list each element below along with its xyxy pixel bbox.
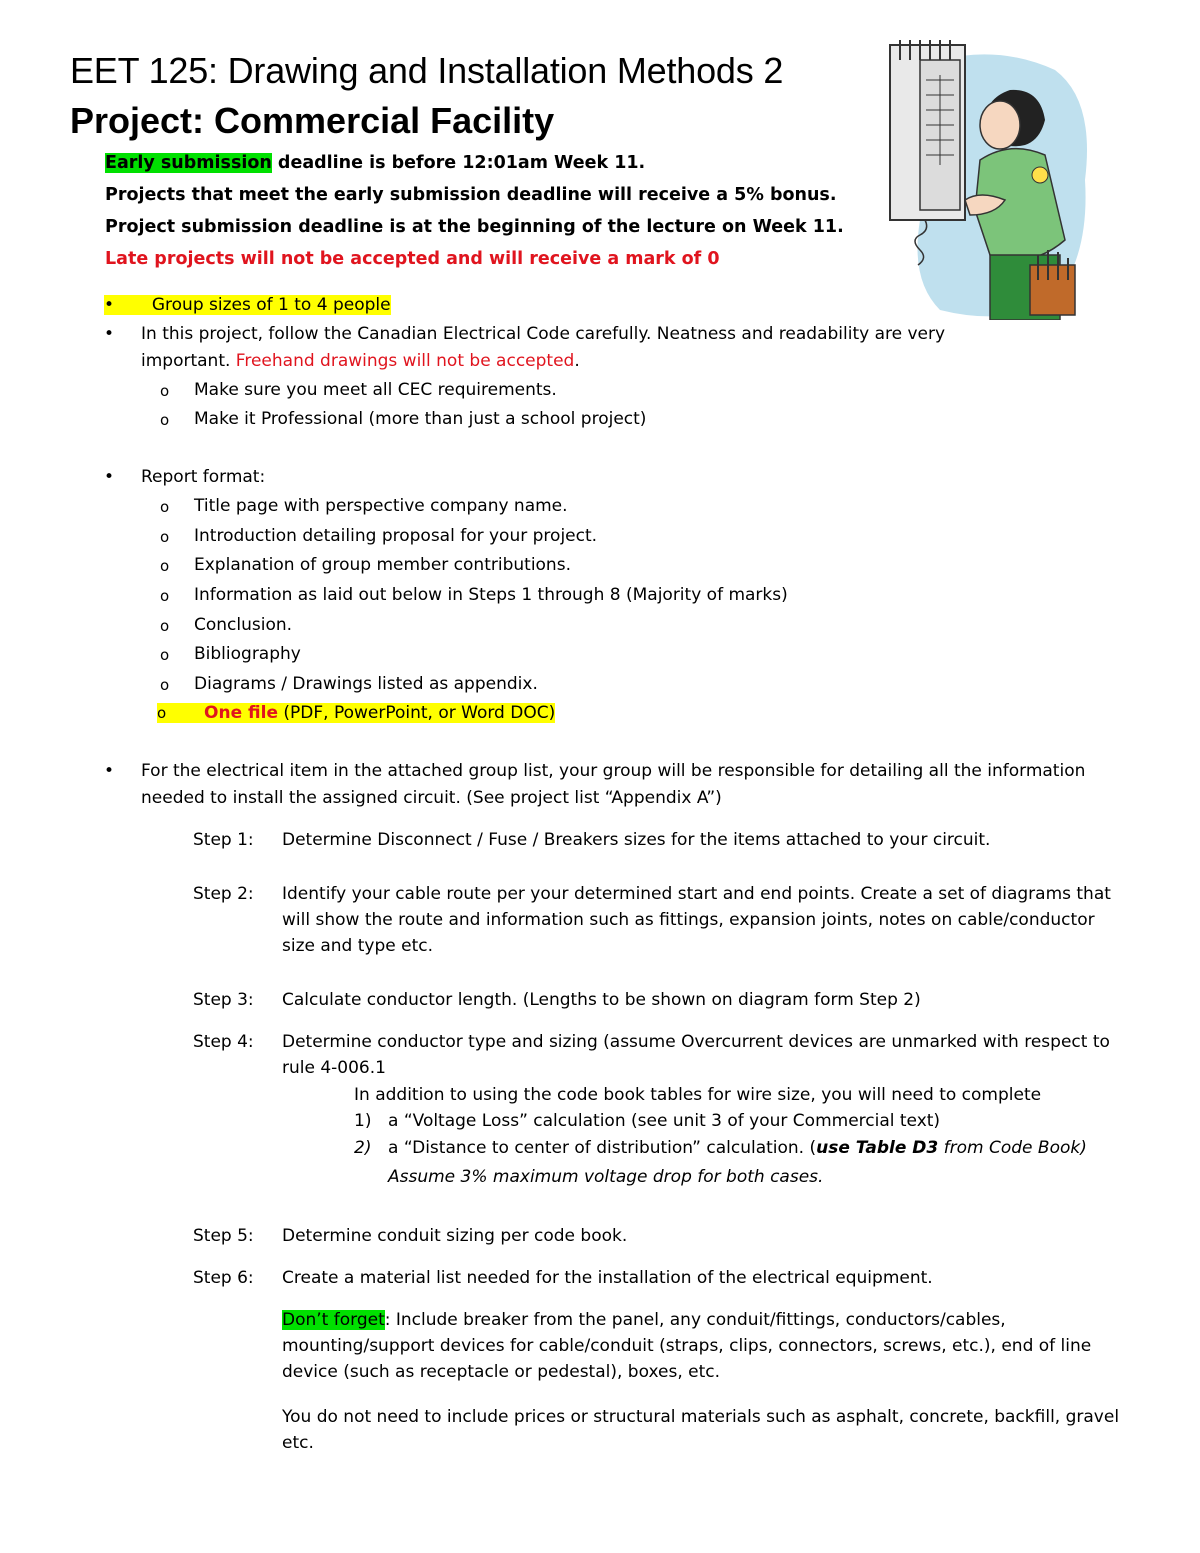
- bullet-marker: •: [104, 324, 115, 344]
- voltage-drop-note: Assume 3% maximum voltage drop for both cases.: [388, 1167, 824, 1187]
- sub-marker: o: [157, 704, 167, 722]
- sub-marker: o: [160, 498, 170, 516]
- electrician-illustration: [880, 40, 1095, 320]
- dont-forget-text: : Include breaker from the panel, any conduit/fittings, conductors/cables, mounting/support devices for cable/conduit (straps, clips, connectors, screws, etc.), end of line device (such as receptacle or pedestal), boxes, etc.: [282, 1310, 1092, 1382]
- step-4-num-1: 1): [354, 1111, 372, 1131]
- step-6-label: Step 6:: [193, 1268, 254, 1288]
- one-file-item: [157, 703, 555, 723]
- one-file-label: One file: [204, 703, 278, 723]
- step-3-label: Step 3:: [193, 990, 254, 1010]
- code-book-ref: from Code Book): [938, 1138, 1087, 1158]
- sub-marker: o: [160, 646, 170, 664]
- early-submission-highlight: Early submission: [105, 153, 272, 173]
- report-item: Information as laid out below in Steps 1 through 8 (Majority of marks): [194, 585, 788, 605]
- report-item: Introduction detailing proposal for your project.: [194, 526, 598, 546]
- step-4-label: Step 4:: [193, 1032, 254, 1052]
- step-1-text: Determine Disconnect / Fuse / Breakers sizes for the items attached to your circuit.: [282, 830, 991, 850]
- step-6-text: Create a material list needed for the installation of the electrical equipment.: [282, 1268, 933, 1288]
- sub-marker: o: [160, 528, 170, 546]
- one-file-formats: (PDF, PowerPoint, or Word DOC): [277, 703, 556, 723]
- distance-calc-text: a “Distance to center of distribution” calculation. (: [388, 1138, 817, 1158]
- cec-text: important.: [141, 351, 236, 371]
- early-deadline-text: deadline is before 12:01am Week 11.: [271, 153, 646, 173]
- cec-sub-item: Make sure you meet all CEC requirements.: [194, 380, 557, 400]
- step-4-item-2: [388, 1138, 1087, 1158]
- step-4-item-1: a “Voltage Loss” calculation (see unit 3 of your Commercial text): [388, 1111, 941, 1131]
- step-4-num-2: 2): [354, 1138, 372, 1158]
- report-item: Bibliography: [194, 644, 301, 664]
- step-2-label: Step 2:: [193, 884, 254, 904]
- table-d3-ref: use Table D3: [816, 1138, 939, 1158]
- sub-marker: o: [160, 411, 170, 429]
- bullet-marker: •: [104, 761, 115, 781]
- course-title: EET 125: Drawing and Installation Methods 2: [70, 50, 784, 91]
- group-size-text: Group sizes of 1 to 4 people: [151, 295, 391, 315]
- report-item: Title page with perspective company name.: [194, 496, 568, 516]
- sub-marker: o: [160, 382, 170, 400]
- step-5-label: Step 5:: [193, 1226, 254, 1246]
- cec-sub-item: Make it Professional (more than just a school project): [194, 409, 647, 429]
- sub-marker: o: [160, 557, 170, 575]
- period: .: [574, 351, 580, 371]
- late-projects-line: Late projects will not be accepted and will receive a mark of 0: [105, 249, 720, 269]
- report-item: Diagrams / Drawings listed as appendix.: [194, 674, 538, 694]
- cec-line-1: In this project, follow the Canadian Electrical Code carefully. Neatness and readability are very: [141, 324, 946, 344]
- dont-forget-highlight: Don’t forget: [282, 1310, 385, 1330]
- cec-line-2: [141, 351, 580, 371]
- report-format-heading: Report format:: [141, 467, 266, 487]
- bullet-marker: •: [104, 295, 115, 315]
- bullet-marker: •: [104, 467, 115, 487]
- step-2-text: Identify your cable route per your determined start and end points. Create a set of diagrams that will show the route and information such as fittings, expansion joints, notes on cable/conductor size and type etc.: [282, 884, 1111, 956]
- report-item: Conclusion.: [194, 615, 293, 635]
- bonus-line: Projects that meet the early submission deadline will receive a 5% bonus.: [105, 185, 837, 205]
- project-title: Project: Commercial Facility: [70, 100, 555, 141]
- deadline-line: Project submission deadline is at the beginning of the lecture on Week 11.: [105, 217, 844, 237]
- dont-forget-paragraph: [282, 1307, 1122, 1385]
- freehand-warning: Freehand drawings will not be accepted: [235, 351, 575, 371]
- no-prices-paragraph: You do not need to include prices or structural materials such as asphalt, concrete, backfill, gravel etc.: [282, 1407, 1120, 1453]
- report-item: Explanation of group member contributions.: [194, 555, 571, 575]
- sub-marker: o: [160, 617, 170, 635]
- step-3-text: Calculate conductor length. (Lengths to be shown on diagram form Step 2): [282, 990, 921, 1010]
- electrical-line-1: For the electrical item in the attached group list, your group will be responsible for detailing all the information: [141, 761, 1086, 781]
- step-1-label: Step 1:: [193, 830, 254, 850]
- list-item: [104, 295, 391, 315]
- step-4-text: Determine conductor type and sizing (assume Overcurrent devices are unmarked with respect to rule 4-006.1: [282, 1032, 1110, 1078]
- electrical-line-2: needed to install the assigned circuit. (See project list “Appendix A”): [141, 788, 722, 808]
- step-4-addition: In addition to using the code book tables for wire size, you will need to complete: [354, 1085, 1042, 1105]
- sub-marker: o: [160, 587, 170, 605]
- sub-marker: o: [160, 676, 170, 694]
- early-deadline-line: [105, 153, 645, 173]
- step-5-text: Determine conduit sizing per code book.: [282, 1226, 628, 1246]
